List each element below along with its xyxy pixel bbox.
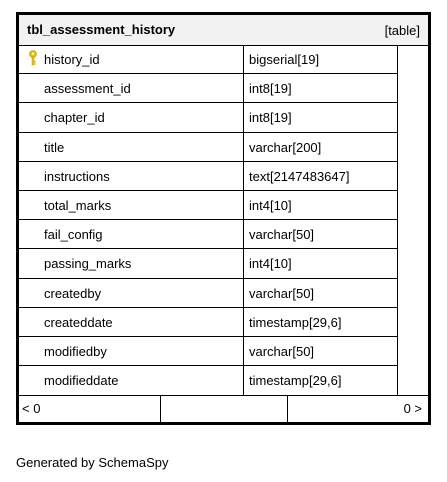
- primary-key-icon: [28, 50, 38, 66]
- column-row: [19, 74, 397, 103]
- column-row: [19, 191, 397, 220]
- column-row: [19, 162, 397, 191]
- column-name: createdby: [44, 285, 102, 301]
- column-type: int4[10]: [249, 197, 292, 213]
- column-row: [19, 279, 397, 308]
- table-name: tbl_assessment_history: [27, 22, 176, 37]
- column-type: varchar[50]: [249, 343, 315, 359]
- relationship-footer: [19, 395, 428, 423]
- column-name: modifiedby: [44, 343, 107, 359]
- column-divider: [397, 45, 398, 395]
- column-type: timestamp[29,6]: [249, 314, 342, 330]
- table-type-label: [table]: [384, 23, 420, 38]
- generated-by-label: Generated by SchemaSpy: [16, 455, 169, 470]
- footer-divider: [287, 396, 288, 423]
- column-name: total_marks: [44, 197, 112, 213]
- column-name: instructions: [44, 168, 110, 184]
- column-type: varchar[50]: [249, 227, 315, 243]
- column-type: varchar[200]: [249, 139, 322, 155]
- column-row: [19, 45, 397, 74]
- footer-divider: [160, 396, 161, 423]
- children-count: 0 >: [403, 401, 422, 416]
- column-row: [19, 337, 397, 366]
- column-row: [19, 133, 397, 162]
- column-name: fail_config: [44, 227, 103, 243]
- column-type: int8[19]: [249, 110, 292, 126]
- table-header: [19, 15, 428, 46]
- column-row: [19, 249, 397, 278]
- column-type: timestamp[29,6]: [249, 373, 342, 389]
- column-row: [19, 220, 397, 249]
- column-list: [19, 45, 397, 395]
- parents-count: < 0: [22, 401, 41, 416]
- table-entity: [16, 12, 431, 425]
- column-name: history_id: [44, 52, 100, 67]
- column-type: varchar[50]: [249, 285, 315, 301]
- column-row: [19, 366, 397, 395]
- column-type: text[2147483647]: [249, 168, 350, 184]
- column-name: modifieddate: [44, 373, 119, 389]
- column-name: createddate: [44, 314, 113, 330]
- column-row: [19, 308, 397, 337]
- column-type: bigserial[19]: [249, 52, 320, 67]
- column-type: int8[19]: [249, 81, 292, 97]
- column-row: [19, 103, 397, 132]
- column-name: passing_marks: [44, 256, 132, 272]
- column-name: chapter_id: [44, 110, 105, 126]
- column-type: int4[10]: [249, 256, 292, 272]
- column-name: assessment_id: [44, 81, 131, 97]
- column-name: title: [44, 139, 65, 155]
